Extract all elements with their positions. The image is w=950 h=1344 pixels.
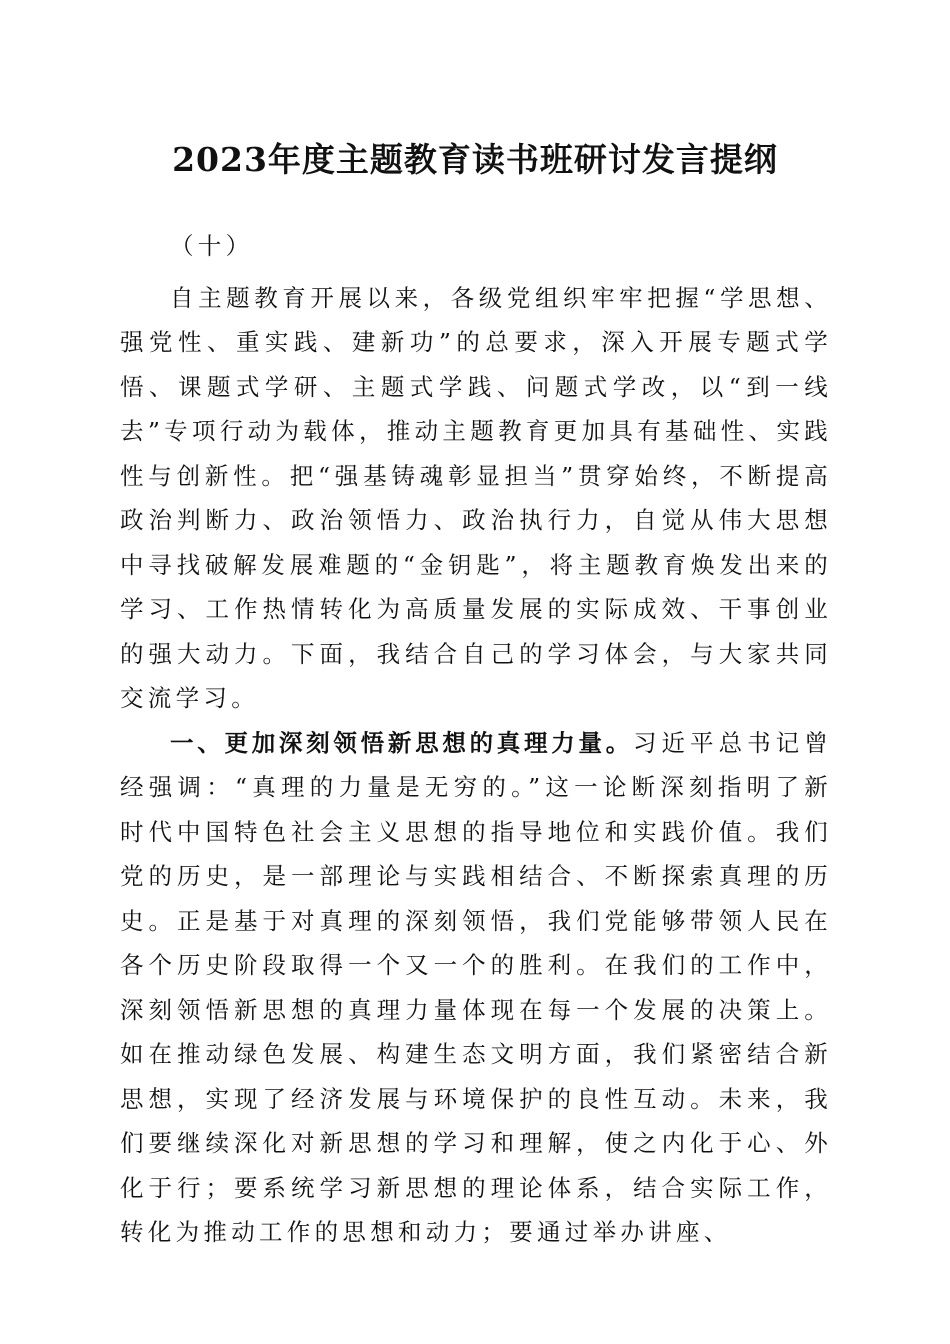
section-one-paragraph — [120, 721, 832, 1255]
intro-paragraph: 自主题教育开展以来，各级党组织牢牢把握“学思想、强党性、重实践、建新功”的总要求，深入开展专题式学悟、课题式学研、主题式学践、问题式学改，以“到一线去”专项行动为载体，推动主题教育更加具有基础性、实践性与创新性。把“强基铸魂彰显担当”贯穿始终，不断提高政治判断力、政治领悟力、政治执行力，自觉从伟大思想中寻找破解发展难题的“金钥匙”，将主题教育焕发出来的学习、工作热情转化为高质量发展的实际成效、干事创业的强大动力。下面，我结合自己的学习体会，与大家共同交流学习。 — [120, 283, 832, 712]
section-one-text: 习近平总书记曾经强调：“真理的力量是无穷的。”这一论断深刻指明了新时代中国特色社会主义思想的指导地位和实践价值。我们党的历史，是一部理论与实践相结合、不断探索真理的历史。正是基于对真理的深刻领悟，我们党能够带领人民在各个历史阶段取得一个又一个的胜利。在我们的工作中，深刻领悟新思想的真理力量体现在每一个发展的决策上。如在推动绿色发展、构建生态文明方面，我们紧密结合新思想，实现了经济发展与环境保护的良性互动。未来，我们要继续深化对新思想的学习和理解，使之内化于心、外化于行；要系统学习新思想的理论体系，结合实际工作，转化为推动工作的思想和动力；要通过举办讲座、 — [120, 728, 832, 1246]
document-body — [120, 224, 832, 1255]
document-subtitle: （十） — [170, 232, 254, 260]
section-one-heading: 一、更加深刻领悟新思想的真理力量。 — [170, 728, 633, 757]
document-title: 2023年度主题教育读书班研讨发言提纲 — [172, 140, 778, 179]
